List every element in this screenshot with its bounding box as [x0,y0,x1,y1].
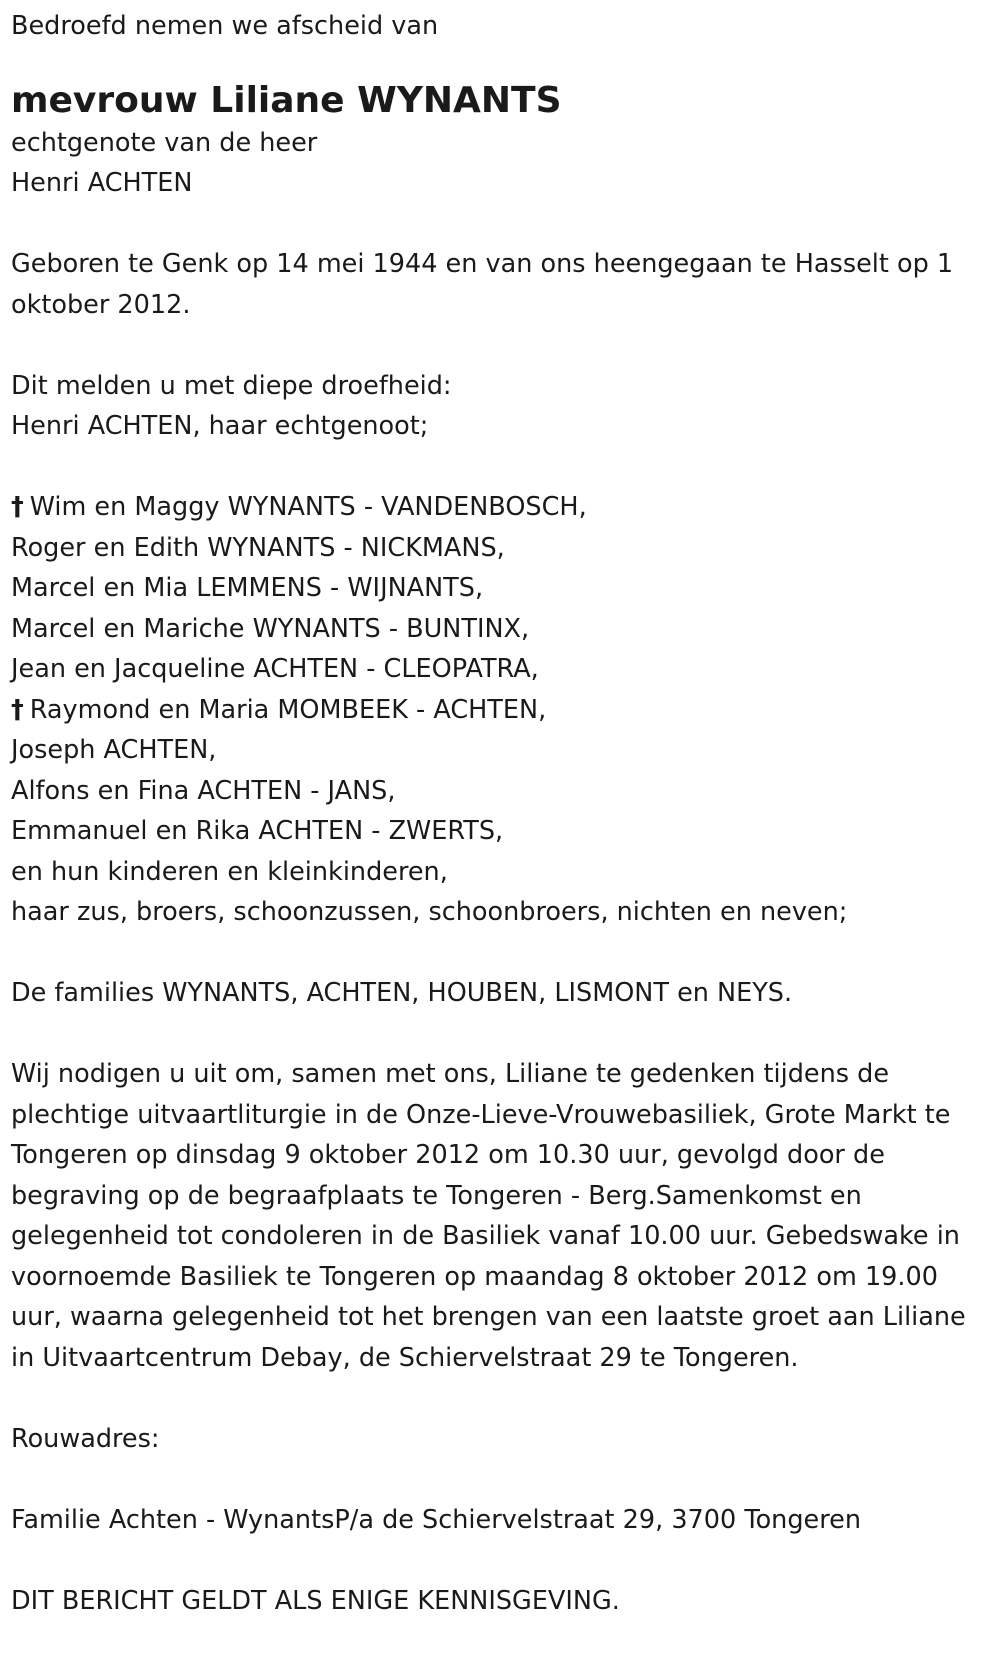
family-member: Joseph ACHTEN, [11,735,217,765]
family-member: Alfons en Fina ACHTEN - JANS, [11,775,396,806]
deceased-name: mevrouw Liliane WYNANTS [11,79,562,121]
family-member: Roger en Edith WYNANTS - NICKMANS, [11,532,505,563]
family-member: Jean en Jacqueline ACHTEN - CLEOPATRA, [11,654,539,684]
spacer [11,204,988,245]
announcement-spouse-line: Henri ACHTEN, haar echtgenoot; [11,411,429,441]
spacer [11,1540,988,1581]
spacer [11,325,988,366]
spacer [11,1459,988,1500]
family-member: † Wim en Maggy WYNANTS - VANDENBOSCH, [11,487,988,528]
spouse-name: Henri ACHTEN [11,168,193,198]
family-member: Marcel en Mia LEMMENS - WIJNANTS, [11,573,484,603]
family-member: † Raymond en Maria MOMBEEK - ACHTEN, [11,690,988,731]
family-list [11,487,988,933]
mourning-label: Rouwadres: [11,1423,160,1454]
intro-text: Bedroefd nemen we afscheid van [11,11,439,41]
relatives-line: haar zus, broers, schoonzussen, schoonbroers, nichten en neven; [11,897,848,927]
families-line: De families WYNANTS, ACHTEN, HOUBEN, LISMONT en NEYS. [11,978,793,1008]
spacer [11,933,988,974]
birth-death-text: Geboren te Genk op 14 mei 1944 en van ons heengegaan te Hasselt op 1 oktober 2012. [11,249,954,320]
family-member: Marcel en Mariche WYNANTS - BUNTINX, [11,613,530,644]
spacer [11,1378,988,1419]
descendants-line: en hun kinderen en kleinkinderen, [11,856,448,887]
spacer [11,447,988,488]
ceremony-text: Wij nodigen u uit om, samen met ons, Liliane te gedenken tijdens de plechtige uitvaartliturgie in de Onze-Lieve-Vrouwebasiliek, Grote Markt te Tongeren op dinsdag 9 oktober 2012 om 10.30 uur, gevolgd door de begraving op de begraafplaats te Tongeren - Berg.Samenkomst en gelegenheid tot condoleren in de Basiliek vanaf 10.00 uur. Gebedswake in voornoemde Basiliek te Tongeren op maandag 8 oktober 2012 om 19.00 uur, waarna gelegenheid tot het brengen van een laatste groet aan Liliane in Uitvaartcentrum Debay, de Schiervelstraat 29 te Tongeren. [11,1059,966,1373]
cross-icon: † [11,694,24,725]
relation-text: echtgenote van de heer [11,127,318,158]
spacer [11,1014,988,1055]
cross-icon: † [11,492,24,522]
notice-text: DIT BERICHT GELDT ALS ENIGE KENNISGEVING. [11,1585,620,1616]
announcement-intro: Dit melden u met diepe droefheid: [11,370,452,401]
mourning-address: Familie Achten - WynantsP/a de Schiervelstraat 29, 3700 Tongeren [11,1504,861,1535]
family-member: Emmanuel en Rika ACHTEN - ZWERTS, [11,816,504,846]
